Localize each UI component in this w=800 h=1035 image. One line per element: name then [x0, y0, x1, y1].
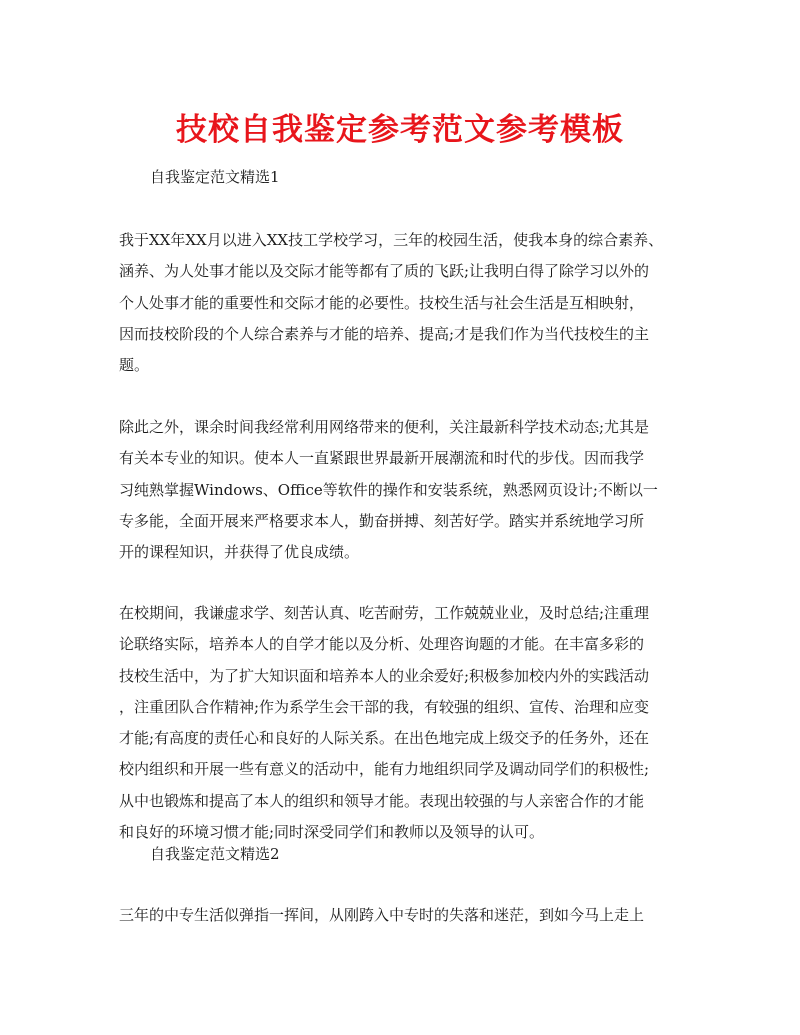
paragraph-line: 从中也锻炼和提高了本人的组织和领导才能。表现出较强的与人亲密合作的才能: [119, 791, 645, 810]
paragraph-line: 有关本专业的知识。使本人一直紧跟世界最新开展潮流和时代的步伐。因而我学: [119, 449, 645, 468]
paragraph-line: 题。: [119, 356, 150, 375]
paragraph-line: 个人处事才能的重要性和交际才能的必要性。技校生活与社会生活是互相映射，: [119, 293, 645, 312]
paragraph-line: 和良好的环境习惯才能;同时深受同学们和教师以及领导的认可。: [119, 823, 545, 842]
paragraph-line: 开的课程知识，并获得了优良成绩。: [119, 543, 360, 562]
section-heading-2: 自我鉴定范文精选2: [150, 845, 280, 863]
paragraph-line: 才能;有高度的责任心和良好的人际关系。在出色地完成上级交予的任务外，还在: [119, 729, 650, 748]
paragraph-2: [119, 412, 679, 568]
paragraph-line: 在校期间，我谦虚求学、刻苦认真、吃苦耐劳，工作兢兢业业，及时总结;注重理: [119, 604, 650, 622]
document-title: 技校自我鉴定参考范文参考模板: [176, 112, 624, 148]
paragraph-line: 校内组织和开展一些有意义的活动中，能有力地组织同学及调动同学们的积极性;: [119, 760, 650, 779]
paragraph-1: [119, 225, 679, 381]
paragraph-line: 因而技校阶段的个人综合素养与才能的培养、提高;才是我们作为当代技校生的主: [119, 324, 650, 343]
paragraph-line: 专多能，全面开展来严格要求本人，勤奋拼搏、刻苦好学。踏实并系统地学习所: [119, 511, 645, 530]
paragraph-line: 论联络实际，培养本人的自学才能以及分析、处理咨询题的才能。在丰富多彩的: [119, 635, 645, 654]
paragraph-4: [119, 900, 679, 931]
section-heading-1: 自我鉴定范文精选1: [150, 168, 280, 186]
paragraph-line: ，注重团队合作精神;作为系学生会干部的我，有较强的组织、宣传、治理和应变: [119, 697, 650, 716]
paragraph-line: 除此之外，课余时间我经常利用网络带来的便利，关注最新科学技术动态;尤其是: [119, 418, 650, 436]
paragraph-line: 我于XX年XX月以进入XX技工学校学习，三年的校园生活，使我本身的综合素养、: [119, 231, 664, 249]
paragraph-line: 习纯熟掌握Windows、Office等软件的操作和安装系统，熟悉网页设计;不断以一: [119, 480, 658, 499]
paragraph-3: [119, 598, 679, 848]
paragraph-line: 涵养、为人处事才能以及交际才能等都有了质的飞跃;让我明白得了除学习以外的: [119, 262, 650, 281]
paragraph-line: 三年的中专生活似弹指一挥间，从刚跨入中专时的失落和迷茫，到如今马上走上: [119, 906, 645, 924]
paragraph-line: 技校生活中，为了扩大知识面和培养本人的业余爱好;积极参加校内外的实践活动: [119, 666, 650, 685]
